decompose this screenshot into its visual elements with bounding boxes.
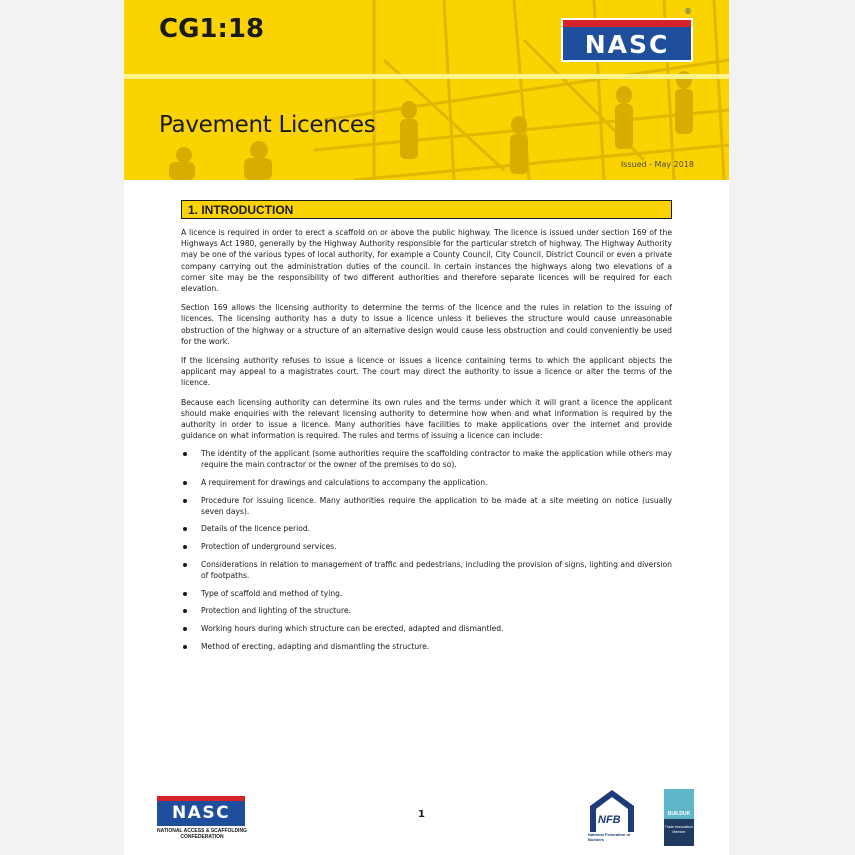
list-item [181,523,672,534]
nfb-house-icon [586,788,642,834]
main-content [181,200,672,652]
nasc-logo-text: NASC [584,30,670,59]
bullet-icon [183,452,187,456]
list-item [181,541,672,552]
paragraph: Because each licensing authority can determine its own rules and the terms under which it will grant a licence the applicant should make enquiries with the relevant licensing authority to determine how when and what information is required by the authority in order to issue a licence. Many authorities have facilities to make applications over the internet and provide guidance on what information is required. The rules and terms of issuing a licence can include: [181,397,672,441]
logo-red-bar [563,20,691,27]
nfb-logo-text: NFB [598,814,621,826]
bullet-icon [183,481,187,485]
paragraph: A licence is required in order to erect a scaffold on or above the public highway. The licence is issued under section 169 of the Highways Act 1980, generally by the Highway Authority responsible for the particular stretch of highway. The Highway Authority may be one of the various types of local authority, for example a County Council, City Council, District Council or even a private company carrying out the administration duties of the council. In certain instances the highways along two elevations of a corner site may be the responsibility of two different authorities and therefore separate licences will be required for each elevation. [181,228,672,294]
bullet-icon [183,592,187,596]
bullet-icon [183,563,187,567]
document-code: CG1:18 [159,14,265,44]
list-item-text: Details of the licence period. [201,524,311,534]
document-title: Pavement Licences [159,112,376,138]
footer-nasc-logo [157,796,247,842]
bullet-icon [183,527,187,531]
list-item-text: A requirement for drawings and calculations to accompany the application. [201,477,488,487]
header-banner [124,0,729,180]
nasc-logo [561,7,693,62]
list-item-text: Working hours during which structure can be erected, adapted and dismantled. [201,624,504,634]
nasc-full-name: NATIONAL ACCESS & SCAFFOLDING CONFEDERATION [157,828,247,840]
paragraph: If the licensing authority refuses to issue a licence or issues a licence containing terms to which the applicant objects the applicant may appeal to a magistrates court. The court may direct the authority to issue a licence or alter the terms of the licence. [181,356,672,388]
list-item [181,559,672,581]
list-item [181,588,672,599]
bullet-icon [183,499,187,503]
list-item-text: Protection and lighting of the structure. [201,606,352,616]
list-item-text: Type of scaffold and method of tying. [201,588,343,598]
document-page [124,0,729,855]
requirements-list [181,448,672,652]
list-item-text: Procedure for issuing licence. Many authorities require the application to be made at a site meeting on notice (usually seven days). [201,495,672,516]
list-item [181,605,672,616]
list-item [181,623,672,634]
list-item [181,641,672,652]
list-item-text: Considerations in relation to management of traffic and pedestrians, including the provision of signs, lighting and diversion of footpaths. [201,559,672,581]
bullet-icon [183,627,187,631]
bullet-icon [183,545,187,549]
list-item-text: Method of erecting, adapting and dismantling the structure. [201,641,430,651]
builduk-member-text: Trade Association Member [664,825,694,834]
list-item-text: Protection of underground services. [201,542,337,552]
bullet-icon [183,609,187,613]
list-item [181,477,672,488]
builduk-logo [664,789,694,846]
nasc-logo-box [157,796,245,826]
logo-red-bar [157,796,245,801]
nfb-logo [586,788,642,840]
list-item [181,448,672,470]
section-heading: 1. INTRODUCTION [181,200,672,219]
page-number: 1 [418,809,425,820]
bullet-icon [183,645,187,649]
registered-mark: ® [684,7,692,16]
nasc-logo-text: NASC [171,803,231,823]
paragraph: Section 169 allows the licensing authority to determine the terms of the licence and the rules in relation to the issuing of licences. The licensing authority has a duty to issue a licence unless it believes the structure would cause unreasonable obstruction of the highway or a structure of an alternative design would cause less obstruction and could conveniently be used for the work. [181,303,672,346]
nfb-full-name: National Federation of Builders [588,832,631,842]
list-item [181,495,672,517]
issued-date: Issued - May 2018 [620,160,694,169]
list-item-text: The identity of the applicant (some authorities require the scaffolding contractor to make the application while others may require the main contractor or the owner of the premises to do so). [201,448,672,470]
header-divider [124,74,729,79]
builduk-name: BUILDUK [667,811,691,817]
